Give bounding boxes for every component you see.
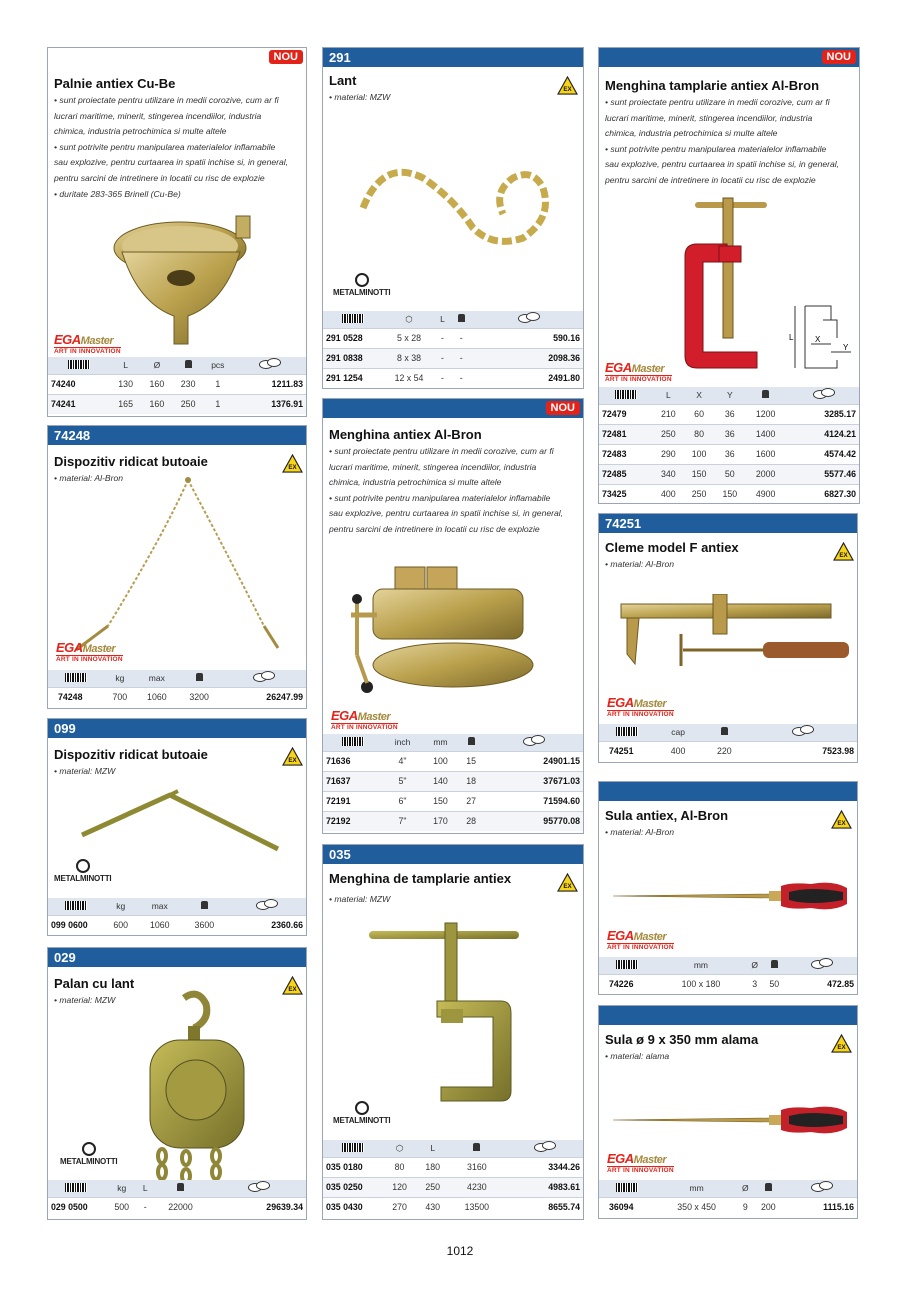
metalminotti-logo: METALMINOTTI bbox=[60, 1142, 117, 1166]
table-row: 099 0600 600 1060 3600 2360.66 bbox=[48, 915, 306, 935]
price-table: inch mm 71636 4" 100 15 24901.15 71637 5" 140 18 37671.03 72191 6" 150 27 71594.60 72192 7" 170 28 95770.08 bbox=[323, 734, 583, 831]
product-material: • material: MZW bbox=[329, 92, 391, 102]
ex-warning-icon bbox=[557, 873, 578, 892]
barcode-icon bbox=[68, 360, 90, 369]
nou-badge: NOU bbox=[546, 401, 580, 415]
product-title: Palan cu lant bbox=[54, 976, 135, 991]
price-icon bbox=[810, 959, 832, 969]
product-description: • sunt proiectate pentru utilizare in medii corozive, cum ar fi lucrari maritime, minerit, stingerea incendiilor, industria chimica, industria petrochimica si multe altele • sunt potrivite pentru manipularea materialelor inflamabile sau explozive, pentru curtaarea in spatii inchise si, in general, pentru sarcini de intretinere in locatii cu risc de explozie bbox=[329, 446, 564, 534]
card-header: 74248 bbox=[48, 426, 306, 445]
hexagon-icon: ⬡ bbox=[405, 313, 413, 324]
ega-master-logo: EGAMaster ART IN INNOVATION bbox=[331, 708, 398, 731]
table-row: 035 0430 270 430 13500 8655.74 bbox=[323, 1197, 583, 1217]
table-row: 291 0838 8 x 38 - - 2098.36 bbox=[323, 348, 583, 368]
barcode-icon bbox=[65, 901, 87, 910]
barcode-icon bbox=[616, 960, 638, 969]
price-icon bbox=[247, 1182, 269, 1192]
table-row: 72191 6" 150 27 71594.60 bbox=[323, 791, 583, 811]
table-row: 74248 700 1060 3200 26247.99 bbox=[48, 687, 306, 707]
weight-icon bbox=[468, 737, 475, 745]
svg-text:Y: Y bbox=[843, 343, 849, 352]
barcode-icon bbox=[65, 1183, 87, 1192]
product-card-291 bbox=[322, 47, 584, 389]
card-header: 74251 bbox=[599, 514, 857, 533]
table-row: 73425 400 250 150 4900 6827.30 bbox=[599, 484, 859, 504]
price-icon bbox=[533, 1142, 555, 1152]
price-table: ⬡ L 035 0180 80 180 3160 3344.26 035 0250 120 250 4230 4983.61 035 0430 270 430 13500 8655.74 bbox=[323, 1140, 583, 1217]
product-material: • material: Al-Bron bbox=[54, 473, 124, 483]
weight-icon bbox=[765, 1183, 772, 1191]
table-row: 72485 340 150 50 2000 5577.46 bbox=[599, 464, 859, 484]
weight-icon bbox=[185, 360, 192, 368]
product-card-74248 bbox=[47, 425, 307, 709]
ega-master-logo: EGAMaster ART IN INNOVATION bbox=[56, 640, 123, 663]
barcode-icon bbox=[342, 1143, 364, 1152]
product-material: • material: alama bbox=[605, 1051, 670, 1061]
price-table: mm Ø 74226 100 x 180 3 50 472.85 bbox=[599, 957, 857, 994]
awl-image bbox=[611, 1102, 851, 1136]
ega-master-logo: EGAMaster ART IN INNOVATION bbox=[607, 695, 674, 718]
table-row: 72483 290 100 36 1600 4574.42 bbox=[599, 444, 859, 464]
price-icon bbox=[791, 726, 813, 736]
product-title: Dispozitiv ridicat butoaie bbox=[54, 747, 208, 762]
product-card-sula-alama bbox=[598, 1005, 858, 1219]
price-table: kg L 029 0500 500 - 22000 29639.34 bbox=[48, 1180, 306, 1217]
table-row: 72481 250 80 36 1400 4124.21 bbox=[599, 424, 859, 444]
red-clamp-image bbox=[679, 196, 779, 376]
svg-text:L: L bbox=[789, 333, 794, 342]
table-row: 74240 130 160 230 1 1211.83 bbox=[48, 374, 306, 394]
bench-vise-image bbox=[343, 559, 563, 699]
weight-icon bbox=[762, 390, 769, 398]
f-clamp-image bbox=[617, 594, 849, 674]
product-title: Dispozitiv ridicat butoaie bbox=[54, 454, 208, 469]
card-header: 029 bbox=[48, 948, 306, 967]
price-icon bbox=[258, 359, 280, 369]
card-header bbox=[599, 48, 859, 67]
product-description: • sunt proiectate pentru utilizare in medii corozive, cum ar fi lucrari maritime, minerit, stingerea incendiilor, industria chimica, industria petrochimica si multe altele • sunt potrivite pentru manipularea materialelor inflamabile sau explozive, pentru curtaarea in spatii inchise si, in general, pentru sarcini de intretinere in locatii cu risc de explozie • duritate 283-365 Brinell (Cu-Be) bbox=[54, 95, 289, 199]
table-row: 035 0180 80 180 3160 3344.26 bbox=[323, 1157, 583, 1177]
barcode-icon bbox=[342, 737, 364, 746]
metalminotti-logo: METALMINOTTI bbox=[333, 273, 390, 297]
product-title: Palnie antiex Cu-Be bbox=[54, 76, 176, 91]
price-icon bbox=[255, 900, 277, 910]
weight-icon bbox=[473, 1143, 480, 1151]
product-card-035 bbox=[322, 844, 584, 1220]
product-title: Menghina antiex Al-Bron bbox=[329, 427, 482, 442]
price-table: cap 74251 400 220 7523.98 bbox=[599, 724, 857, 761]
card-header bbox=[48, 48, 306, 67]
product-card-tamplarie-albron bbox=[598, 47, 860, 504]
ex-warning-icon bbox=[282, 454, 303, 473]
price-icon bbox=[812, 389, 834, 399]
product-title: Sula antiex, Al-Bron bbox=[605, 808, 729, 823]
product-card-sula-albron bbox=[598, 781, 858, 995]
hexagon-icon: ⬡ bbox=[395, 1142, 404, 1153]
table-row: 74241 165 160 250 1 1376.91 bbox=[48, 394, 306, 414]
table-row: 71637 5" 140 18 37671.03 bbox=[323, 771, 583, 791]
ega-master-logo: EGAMaster ART IN INNOVATION bbox=[605, 360, 672, 383]
price-table: L Ø pcs 74240 130 160 230 1 1211.83 74241 165 160 250 1 1376.91 bbox=[48, 357, 306, 414]
ex-warning-icon bbox=[557, 76, 578, 95]
barcode-icon bbox=[616, 1183, 638, 1192]
table-row: 029 0500 500 - 22000 29639.34 bbox=[48, 1197, 306, 1217]
svg-text:X: X bbox=[815, 335, 821, 344]
table-row: 72192 7" 170 28 95770.08 bbox=[323, 811, 583, 831]
product-title: Lant bbox=[329, 73, 357, 88]
price-icon bbox=[522, 736, 544, 746]
page-number: 1012 bbox=[446, 1244, 474, 1258]
card-header: 099 bbox=[48, 719, 306, 738]
funnel-image bbox=[108, 208, 268, 348]
weight-icon bbox=[771, 960, 778, 968]
ega-master-logo: EGAMaster ART IN INNOVATION bbox=[607, 928, 674, 951]
weight-icon bbox=[458, 314, 465, 322]
product-title: Menghina de tamplarie antiex bbox=[329, 871, 512, 886]
product-card-099 bbox=[47, 718, 307, 936]
table-row: 74226 100 x 180 3 50 472.85 bbox=[599, 974, 857, 994]
barcode-icon bbox=[616, 727, 638, 736]
card-header bbox=[599, 1006, 857, 1025]
product-card-menghina-albron bbox=[322, 398, 584, 834]
ex-warning-icon bbox=[282, 747, 303, 766]
clamp-dimension-diagram bbox=[787, 298, 857, 378]
barcode-icon bbox=[342, 314, 364, 323]
ex-warning-icon bbox=[282, 976, 303, 995]
price-table: mm Ø 36094 350 x 450 9 200 1115.16 bbox=[599, 1180, 857, 1217]
card-header bbox=[323, 399, 583, 418]
product-title: Menghina tamplarie antiex Al-Bron bbox=[605, 78, 820, 93]
ex-warning-icon bbox=[831, 1034, 852, 1053]
product-card-74251 bbox=[598, 513, 858, 763]
card-header bbox=[599, 782, 857, 801]
chain-hoist-image bbox=[126, 990, 266, 1190]
chain-image bbox=[353, 148, 563, 258]
card-header: 035 bbox=[323, 845, 583, 864]
ex-warning-icon bbox=[833, 542, 854, 561]
metalminotti-logo: METALMINOTTI bbox=[333, 1101, 390, 1125]
card-header: 291 bbox=[323, 48, 583, 67]
drum-lifter-image bbox=[78, 787, 288, 857]
table-row: 36094 350 x 450 9 200 1115.16 bbox=[599, 1197, 857, 1217]
table-row: 71636 4" 100 15 24901.15 bbox=[323, 751, 583, 771]
table-row: 291 1254 12 x 54 - - 2491.80 bbox=[323, 368, 583, 388]
nou-badge: NOU bbox=[822, 50, 856, 64]
table-row: 291 0528 5 x 28 - - 590.16 bbox=[323, 328, 583, 348]
table-row: 72479 210 60 36 1200 3285.17 bbox=[599, 404, 859, 424]
price-table: L X Y 72479 210 60 36 1200 3285.17 72481 250 80 36 1400 4124.21 72483 290 100 36 1600 4574.42 72485 340 150 50 2000 5577.46 73425 400 250 150 4900 6827.30 bbox=[599, 387, 859, 504]
price-table: kg max 099 0600 600 1060 3600 2360.66 bbox=[48, 898, 306, 935]
drum-lifter-image bbox=[68, 476, 288, 656]
weight-icon bbox=[201, 901, 208, 909]
barcode-icon bbox=[615, 390, 637, 399]
product-description: • sunt proiectate pentru utilizare in medii corozive, cum ar fi lucrari maritime, minerit, stingerea incendiilor, industria chimica, industria petrochimica si multe altele • sunt potrivite pentru manipularea materialelor inflamabile sau explozive, pentru curtaarea in spatii inchise si, in general, pentru sarcini de intretinere in locatii cu risc de explozie bbox=[605, 97, 840, 185]
barcode-icon bbox=[65, 673, 87, 682]
price-icon bbox=[252, 672, 274, 682]
product-material: • material: MZW bbox=[54, 995, 116, 1005]
product-title: Cleme model F antiex bbox=[605, 540, 739, 555]
metalminotti-logo: METALMINOTTI bbox=[54, 859, 111, 883]
price-icon bbox=[517, 313, 539, 323]
product-card-029 bbox=[47, 947, 307, 1220]
product-material: • material: MZW bbox=[54, 766, 116, 776]
weight-icon bbox=[196, 673, 203, 681]
weight-icon bbox=[177, 1183, 184, 1191]
carpenter-clamp-image bbox=[361, 921, 531, 1116]
price-table: ⬡ L 291 0528 5 x 28 - - 590.16 291 0838 8 x 38 - - 2098.36 291 1254 12 x 54 - - 2491.80 bbox=[323, 311, 583, 388]
ega-master-logo: EGAMaster ART IN INNOVATION bbox=[607, 1151, 674, 1174]
weight-icon bbox=[721, 727, 728, 735]
product-material: • material: Al-Bron bbox=[605, 559, 675, 569]
price-table: kg max 74248 700 1060 3200 26247.99 bbox=[48, 670, 306, 707]
product-material: • material: MZW bbox=[329, 894, 391, 904]
ega-master-logo: EGAMaster ART IN INNOVATION bbox=[54, 332, 121, 355]
product-card-palnie bbox=[47, 47, 307, 417]
price-icon bbox=[810, 1182, 832, 1192]
awl-image bbox=[611, 878, 851, 912]
product-material: • material: Al-Bron bbox=[605, 827, 675, 837]
table-row: 035 0250 120 250 4230 4983.61 bbox=[323, 1177, 583, 1197]
nou-badge: NOU bbox=[269, 50, 303, 64]
table-row: 74251 400 220 7523.98 bbox=[599, 741, 857, 761]
product-title: Sula ø 9 x 350 mm alama bbox=[605, 1032, 759, 1047]
ex-warning-icon bbox=[831, 810, 852, 829]
